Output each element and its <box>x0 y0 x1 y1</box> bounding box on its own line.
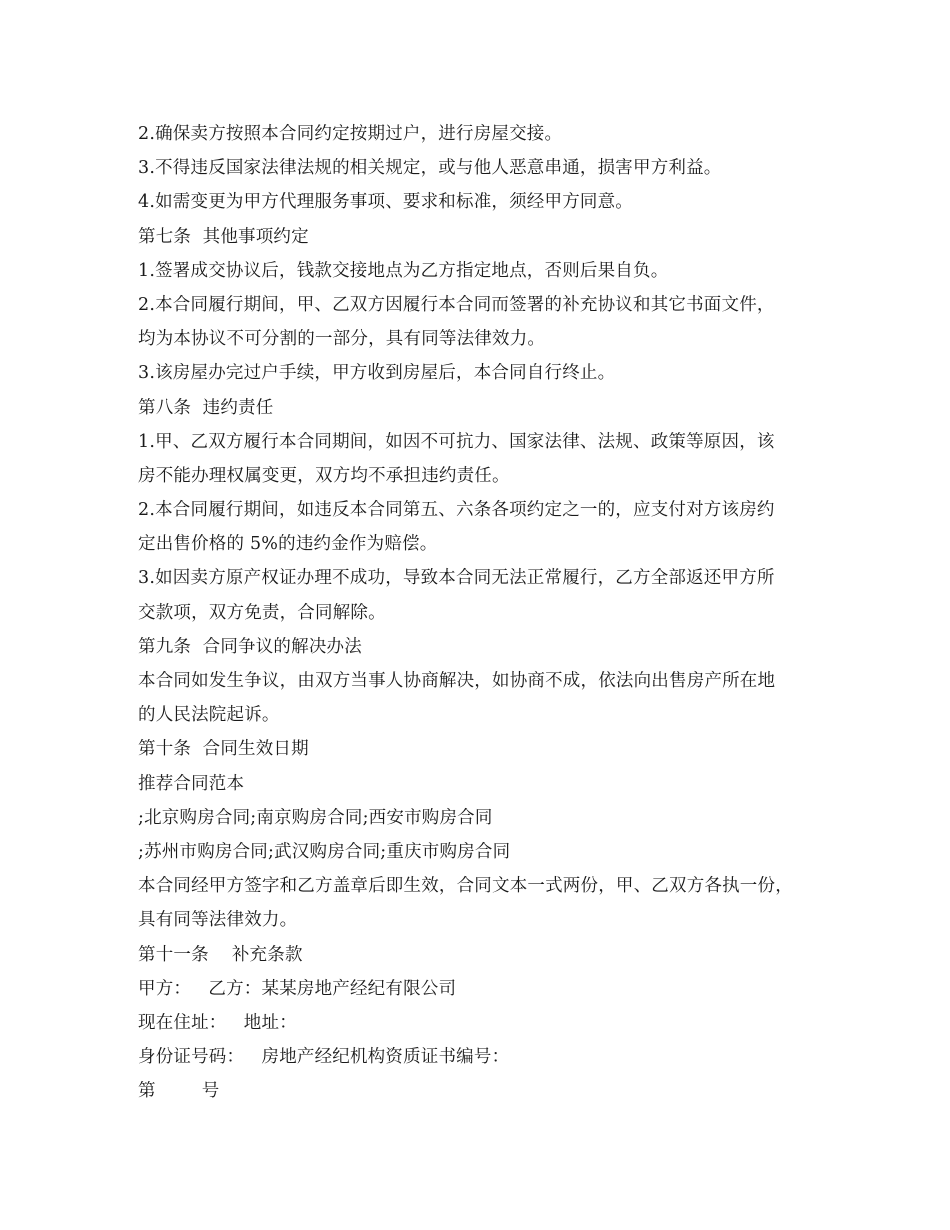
text-line: 2.本合同履行期间，如违反本合同第五、六条各项约定之一的，应支付对方该房约 <box>138 500 775 521</box>
text-line: 2.确保卖方按照本合同约定按期过户，进行房屋交接。 <box>138 124 563 144</box>
section-heading-article-7: 第七条 其他事项约定 <box>138 226 309 247</box>
text-line: 3.不得违反国家法律法规的相关规定，或与他人恶意串通，损害甲方利益。 <box>138 158 722 179</box>
text-line: 均为本协议不可分割的一部分，具有同等法律效力。 <box>138 329 546 350</box>
text-line: 定出售价格的 5%的违约金作为赔偿。 <box>138 534 438 555</box>
recommended-templates-list: ;北京购房合同;南京购房合同;西安市购房合同 <box>138 807 493 828</box>
document-body <box>138 117 838 1108</box>
text-line: 交款项，双方免责，合同解除。 <box>138 602 386 623</box>
text-line: 1.签署成交协议后，钱款交接地点为乙方指定地点，否则后果自负。 <box>138 260 669 281</box>
id-number-line: 身份证号码： 房地产经纪机构资质证书编号： <box>138 1047 510 1068</box>
section-heading-article-8: 第八条 违约责任 <box>138 397 274 418</box>
text-line: 1.甲、乙双方履行本合同期间，如因不可抗力、国家法律、法规、政策等原因，该 <box>138 431 775 452</box>
text-line: 具有同等法律效力。 <box>138 910 298 931</box>
text-line: 本合同如发生争议，由双方当事人协商解决，如协商不成，依法向出售房产所在地 <box>138 671 776 691</box>
certificate-number-line: 第 号 <box>138 1081 220 1102</box>
text-line: 3.如因卖方原产权证办理不成功，导致本合同无法正常履行，乙方全部返还甲方所 <box>138 568 775 589</box>
section-heading-article-11: 第十一条 补充条款 <box>138 944 303 965</box>
text-line: 3.该房屋办完过户手续，甲方收到房屋后，本合同自行终止。 <box>138 363 616 384</box>
text-line: 房不能办理权属变更，双方均不承担违约责任。 <box>138 465 510 486</box>
text-line: 4.如需变更为甲方代理服务事项、要求和标准，须经甲方同意。 <box>138 192 633 213</box>
text-line: 本合同经甲方签字和乙方盖章后即生效，合同文本一式两份，甲、乙双方各执一份， <box>138 876 793 897</box>
recommended-templates-list: ;苏州市购房合同;武汉购房合同;重庆市购房合同 <box>138 841 511 862</box>
signature-party-line: 甲方： 乙方：某某房地产经纪有限公司 <box>138 978 457 999</box>
text-line: 2.本合同履行期间，甲、乙双方因履行本合同而签署的补充协议和其它书面文件， <box>138 294 775 315</box>
section-heading-article-9: 第九条 合同争议的解决办法 <box>138 636 362 657</box>
address-line: 现在住址： 地址： <box>138 1012 297 1033</box>
recommended-templates-heading: 推荐合同范本 <box>138 773 245 794</box>
section-heading-article-10: 第十条 合同生效日期 <box>138 739 309 760</box>
text-line: 的人民法院起诉。 <box>138 705 280 726</box>
